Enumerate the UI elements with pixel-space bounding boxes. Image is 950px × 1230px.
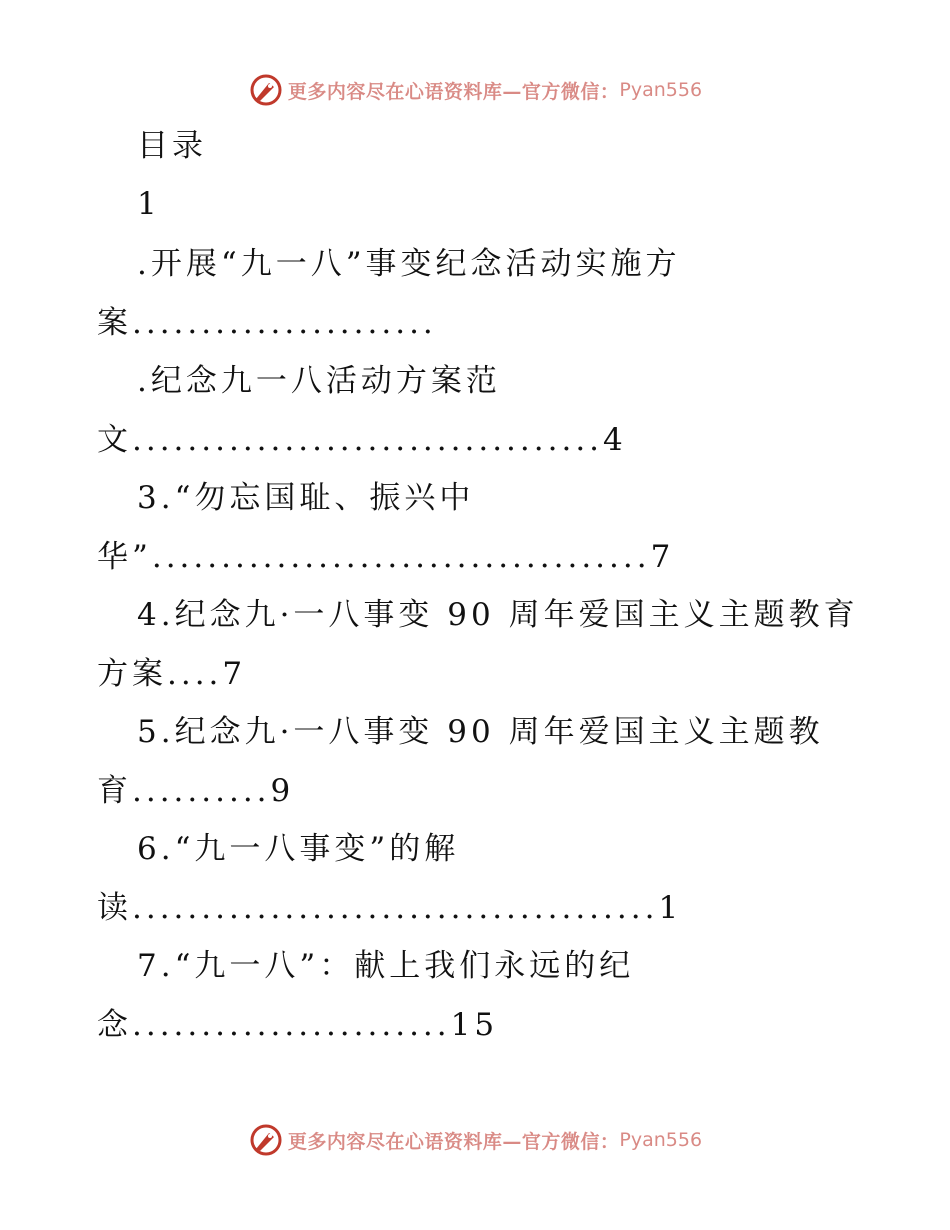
- toc-line: 文..................................4: [97, 422, 627, 458]
- toc-line: 案......................: [97, 305, 437, 341]
- banner-wechat-id: Pyan556: [619, 1129, 703, 1151]
- toc-line: 1: [137, 186, 161, 222]
- toc-line: 华”....................................7: [97, 539, 675, 575]
- pen-nib-logo-icon: [248, 72, 284, 108]
- banner-wechat-id: Pyan556: [619, 79, 703, 101]
- toc-heading: 目录: [137, 128, 207, 164]
- header-banner: [0, 70, 950, 110]
- banner-text: 更多内容尽在心语资料库—官方微信：: [287, 1130, 620, 1153]
- footer-banner: [0, 1120, 950, 1160]
- toc-line: 6.“九一八事变”的解: [137, 831, 460, 867]
- toc-line: 读......................................1: [97, 890, 683, 926]
- toc-line: 7.“九一八”：献上我们永远的纪: [137, 948, 635, 984]
- toc-line: 育..........9: [97, 773, 295, 809]
- toc-line: 5.纪念九·一八事变 90 周年爱国主义主题教: [137, 714, 824, 750]
- toc-line: 方案....7: [97, 656, 247, 692]
- toc-line: 4.纪念九·一八事变 90 周年爱国主义主题教育: [137, 597, 859, 633]
- toc-line: 3.“勿忘国耻、振兴中: [137, 480, 475, 516]
- toc-line: 念.......................15: [97, 1007, 499, 1043]
- banner-text: 更多内容尽在心语资料库—官方微信：: [287, 80, 620, 103]
- toc-line: .纪念九一八活动方案范: [137, 363, 501, 399]
- pen-nib-logo-icon: [248, 1122, 284, 1158]
- toc-line: .开展“九一八”事变纪念活动实施方: [137, 246, 681, 282]
